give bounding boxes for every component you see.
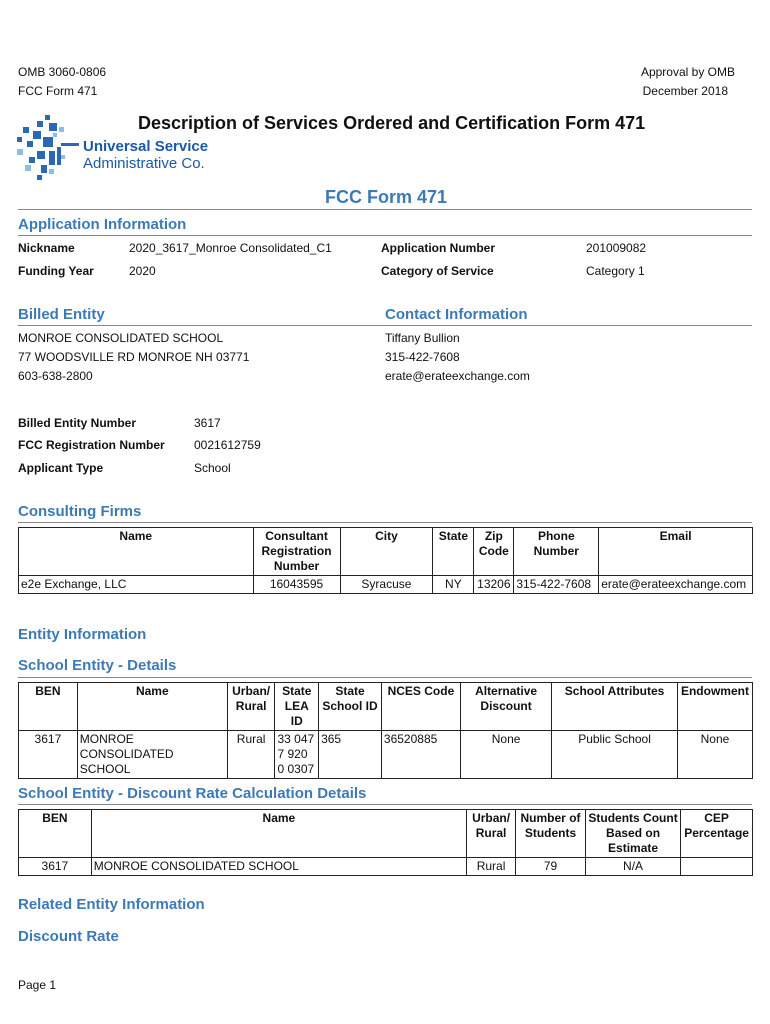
nickname-value: 2020_3617_Monroe Consolidated_C1 [129, 241, 332, 255]
consulting-firms-heading: Consulting Firms [18, 503, 142, 520]
consultant-email: erate@erateexchange.com [599, 576, 753, 594]
table-header-row [19, 683, 753, 731]
document-title: Description of Services Ordered and Certification Form 471 [138, 113, 646, 133]
usac-logo-icon [15, 113, 81, 185]
school-entity-heading: School Entity - Details [18, 657, 177, 674]
contact-phone: 315-422-7608 [385, 350, 460, 364]
col-header-alternative-discount: Alternative Discount [460, 683, 551, 731]
ben-value: 3617 [194, 416, 221, 430]
entity-urban-rural: Rural [227, 731, 275, 779]
logo-text-line2: Administrative Co. [83, 155, 205, 172]
frn-label: FCC Registration Number [18, 438, 165, 452]
col-header-urban-rural: Urban/ Rural [227, 683, 275, 731]
omb-number: OMB 3060-0806 [18, 65, 107, 79]
category-label: Category of Service [381, 264, 494, 278]
col-header-nces-code: NCES Code [381, 683, 460, 731]
entity-state-school-id: 365 [319, 731, 382, 779]
col-header-name: Name [91, 810, 466, 858]
col-header-email: Email [599, 528, 753, 576]
col-header-state: State [433, 528, 474, 576]
school-entity-rule [18, 677, 752, 678]
discount-students-estimate: N/A [585, 858, 680, 876]
ben-label: Billed Entity Number [18, 416, 137, 430]
discount-calc-rule [18, 804, 752, 805]
col-header-ben: BEN [19, 683, 78, 731]
col-header-name: Name [77, 683, 227, 731]
form-number: FCC Form 471 [18, 84, 98, 98]
col-header-city: City [340, 528, 433, 576]
consultant-name: e2e Exchange, LLC [19, 576, 254, 594]
col-header-crn: Consultant Registration Number [253, 528, 340, 576]
table-header-row [19, 528, 753, 576]
col-header-endowment: Endowment [677, 683, 752, 731]
consultant-city: Syracuse [340, 576, 433, 594]
col-header-students-estimate: Students Count Based on Estimate [585, 810, 680, 858]
approval-date: December 2018 [642, 84, 728, 98]
discount-rate-heading: Discount Rate [18, 928, 119, 945]
entity-nces-code: 36520885 [381, 731, 460, 779]
related-entity-heading: Related Entity Information [18, 896, 205, 913]
col-header-cep-percentage: CEP Percentage [681, 810, 753, 858]
applicant-type-label: Applicant Type [18, 461, 104, 475]
applicant-type-value: School [194, 461, 231, 475]
discount-cep-percentage [681, 858, 753, 876]
approval-text: Approval by OMB [640, 65, 735, 79]
col-header-ben: BEN [19, 810, 92, 858]
col-header-state-lea-id: State LEA ID [275, 683, 319, 731]
col-header-urban-rural: Urban/ Rural [466, 810, 515, 858]
consulting-firms-table [18, 527, 753, 594]
discount-ben: 3617 [19, 858, 92, 876]
col-header-state-school-id: State School ID [319, 683, 382, 731]
header-rule [18, 209, 752, 210]
application-rule [18, 235, 752, 236]
contact-info-heading: Contact Information [385, 306, 528, 323]
frn-value: 0021612759 [194, 438, 261, 452]
category-value: Category 1 [586, 264, 645, 278]
discount-calc-heading: School Entity - Discount Rate Calculation Details [18, 785, 367, 802]
table-row [19, 576, 753, 594]
table-row [19, 731, 753, 779]
col-header-number-of-students: Number of Students [516, 810, 586, 858]
consultant-zip: 13206 [474, 576, 514, 594]
form-title: FCC Form 471 [325, 187, 448, 207]
col-header-school-attributes: School Attributes [552, 683, 678, 731]
consultant-phone: 315-422-7608 [514, 576, 599, 594]
entity-name: MONROE CONSOLIDATED SCHOOL [77, 731, 227, 779]
contact-name: Tiffany Bullion [385, 331, 460, 345]
table-header-row [19, 810, 753, 858]
page-number: Page 1 [18, 978, 57, 992]
consultant-crn: 16043595 [253, 576, 340, 594]
col-header-name: Name [19, 528, 254, 576]
discount-urban-rural: Rural [466, 858, 515, 876]
consulting-rule [18, 522, 752, 523]
application-info-heading: Application Information [18, 216, 187, 233]
entity-state-lea-id: 33 0477 920 0 0307 [275, 731, 319, 779]
funding-year-label: Funding Year [18, 264, 94, 278]
table-row [19, 858, 753, 876]
entity-endowment: None [677, 731, 752, 779]
discount-name: MONROE CONSOLIDATED SCHOOL [91, 858, 466, 876]
consultant-state: NY [433, 576, 474, 594]
col-header-phone: Phone Number [514, 528, 599, 576]
discount-number-of-students: 79 [516, 858, 586, 876]
contact-email: erate@erateexchange.com [385, 369, 530, 383]
billed-entity-phone: 603-638-2800 [18, 369, 93, 383]
logo-text-line1: Universal Service [83, 138, 209, 155]
entity-ben: 3617 [19, 731, 78, 779]
application-number-value: 201009082 [586, 241, 647, 255]
application-number-label: Application Number [381, 241, 496, 255]
billed-entity-address: 77 WOODSVILLE RD MONROE NH 03771 [18, 350, 250, 364]
school-entity-table [18, 682, 753, 779]
entity-alternative-discount: None [460, 731, 551, 779]
funding-year-value: 2020 [129, 264, 156, 278]
billed-entity-name: MONROE CONSOLIDATED SCHOOL [18, 331, 224, 345]
nickname-label: Nickname [18, 241, 75, 255]
entity-school-attributes: Public School [552, 731, 678, 779]
discount-calc-table [18, 809, 753, 876]
billed-rule [18, 325, 752, 326]
billed-entity-heading: Billed Entity [18, 306, 105, 323]
col-header-zip: Zip Code [474, 528, 514, 576]
entity-info-heading: Entity Information [18, 626, 147, 643]
